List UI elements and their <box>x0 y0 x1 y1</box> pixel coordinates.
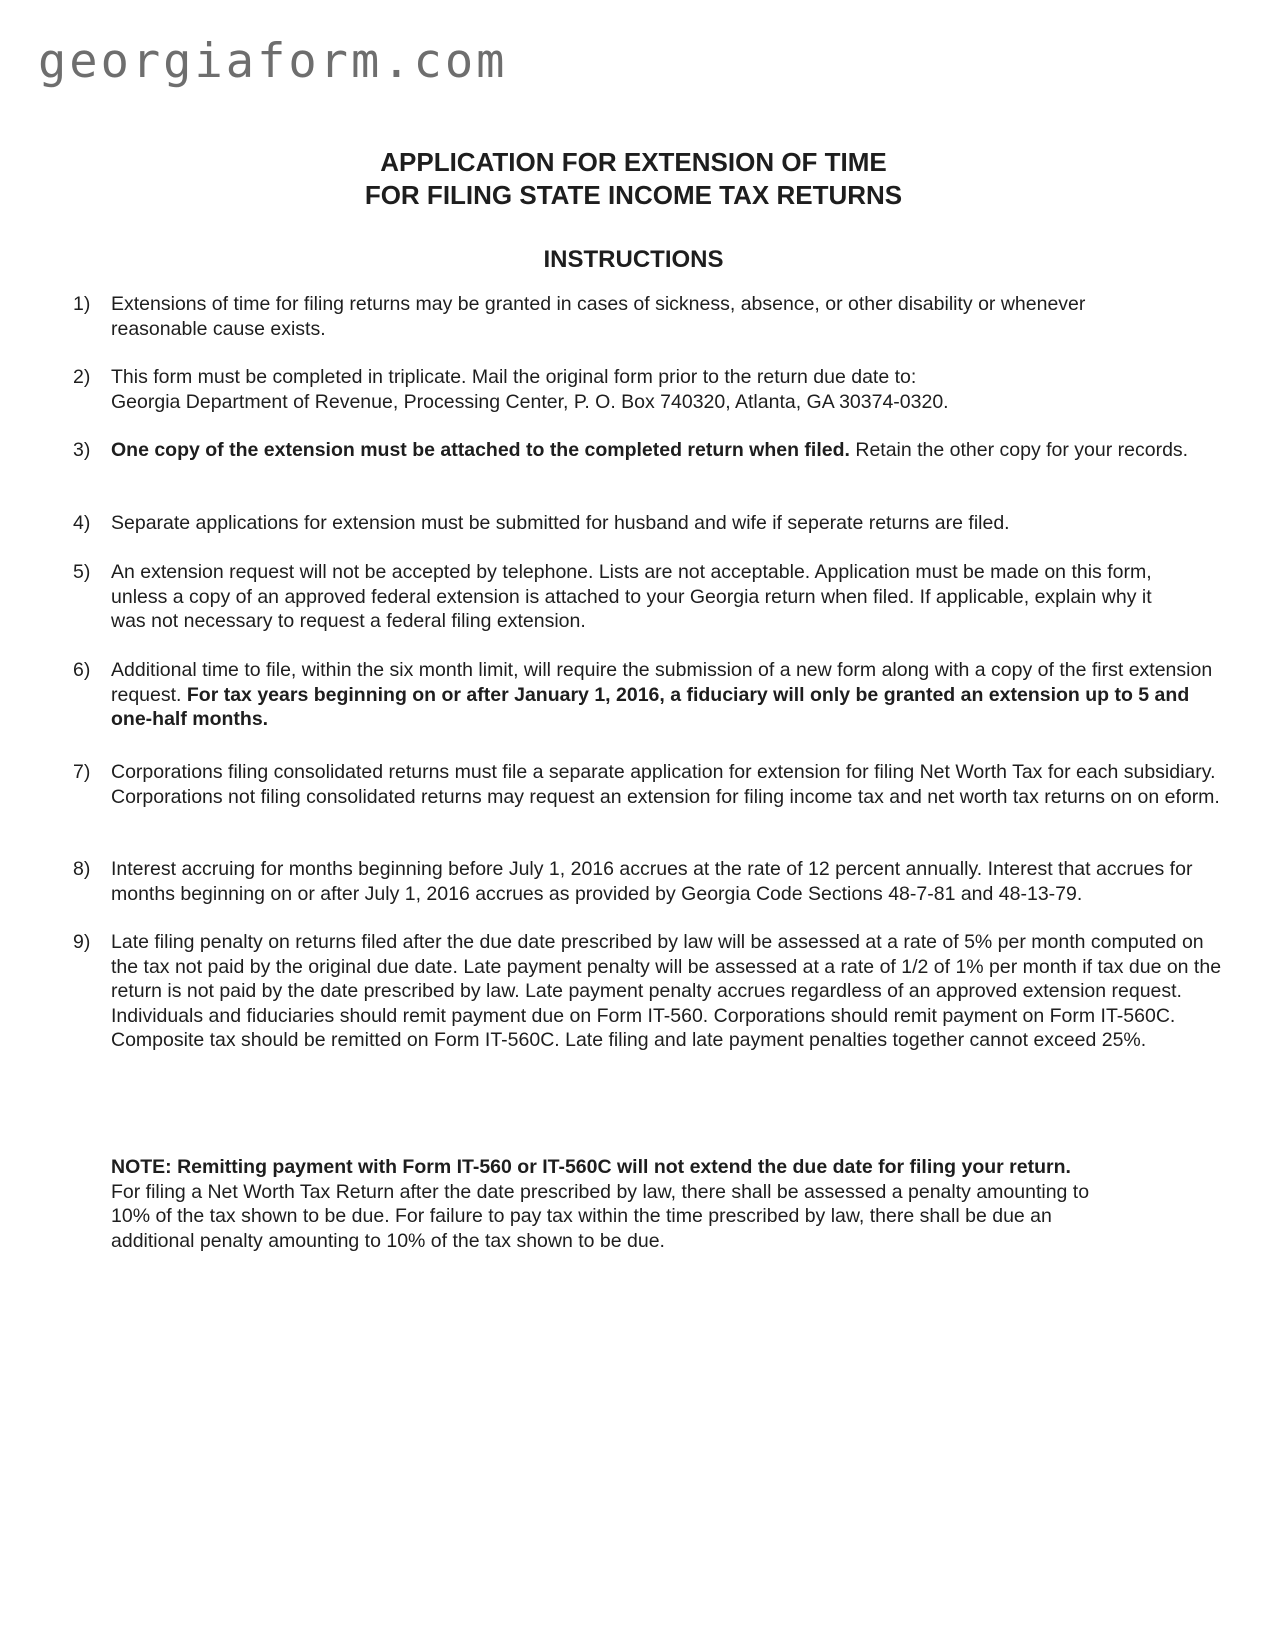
item-text-line-1: This form must be completed in triplicate. Mail the original form prior to the return due date to: <box>111 366 917 388</box>
instruction-item-9 <box>73 930 1233 1053</box>
item-number: 7) <box>73 761 91 783</box>
instruction-item-3 <box>73 438 1233 463</box>
item-text <box>111 365 1233 414</box>
item-text: Separate applications for extension must be submitted for husband and wife if seperate returns are filed. <box>111 512 1010 534</box>
title-line-1: APPLICATION FOR EXTENSION OF TIME <box>380 147 887 177</box>
note-text: For filing a Net Worth Tax Return after the date prescribed by law, there shall be assessed a penalty amounting to 10% of the tax shown to be due. For failure to pay tax within the time prescribed by law, there shall be due an additional penalty amounting to 10% of the tax shown to be due. <box>111 1180 1090 1252</box>
item-number: 8) <box>73 858 91 880</box>
instruction-item-8 <box>73 857 1233 906</box>
item-text: Late filing penalty on returns filed after the due date prescribed by law will be assessed at a rate of 5% per month computed on the tax not paid by the original due date. Late payment penalty will be assessed at a rate of 1/2 of 1% per month if tax due on the return is not paid by the date prescribed by law. Late payment penalty accrues regardless of an approved extension request. Individuals and fiduciaries should remit payment due on Form IT-560. Corporations should remit payment on Form IT-560C. Composite tax should be remitted on Form IT-560C. Late filing and late payment penalties together cannot exceed 25%. <box>111 931 1222 1051</box>
item-number: 3) <box>73 439 91 461</box>
note-bold-text: NOTE: Remitting payment with Form IT-560 or IT-560C will not extend the due date for filing your return. <box>111 1156 1071 1178</box>
item-text: An extension request will not be accepted by telephone. Lists are not acceptable. Application must be made on this form, unless a copy of an approved federal extension is attached to your Georgia return when filed. If applicable, explain why it was not necessary to request a federal filing extension. <box>111 561 1152 632</box>
item-text <box>111 438 1231 463</box>
item-bold-text: One copy of the extension must be attached to the completed return when filed. <box>111 439 850 461</box>
item-number: 1) <box>73 293 91 315</box>
item-number: 6) <box>73 659 91 681</box>
note-section <box>111 1155 1231 1253</box>
section-heading: INSTRUCTIONS <box>543 246 724 273</box>
instruction-item-1 <box>73 292 1233 341</box>
item-text: Extensions of time for filing returns may be granted in cases of sickness, absence, or other disability or whenever reasonable cause exists. <box>111 293 1086 340</box>
item-regular-text: Additional time to file, within the six month limit, will require the submission of a new form along with a copy of the first extension request. <box>111 659 1213 706</box>
page-title <box>0 146 1267 212</box>
item-text: Interest accruing for months beginning before July 1, 2016 accrues at the rate of 12 percent annually. Interest that accrues for months beginning on or after July 1, 2016 accrues as provided by Georgia Code Sections 48-7-81 and 48-13-79. <box>111 858 1193 905</box>
item-number: 9) <box>73 931 91 953</box>
item-regular-text: Retain the other copy for your records. <box>849 439 1189 461</box>
instruction-item-5 <box>73 560 1233 634</box>
instruction-item-7 <box>73 760 1233 809</box>
item-text <box>111 658 1231 732</box>
item-number: 4) <box>73 512 91 534</box>
item-number: 2) <box>73 366 91 388</box>
title-line-2: FOR FILING STATE INCOME TAX RETURNS <box>364 180 903 210</box>
instruction-item-2 <box>73 365 1233 414</box>
item-text-line-2: Georgia Department of Revenue, Processing Center, P. O. Box 740320, Atlanta, GA 30374-0320. <box>111 390 949 413</box>
instruction-item-6 <box>73 658 1233 732</box>
item-bold-text: For tax years beginning on or after January 1, 2016, a fiduciary will only be granted an extension up to 5 and one-half months. <box>111 683 1190 730</box>
instruction-item-4 <box>73 511 1233 536</box>
item-text: Corporations filing consolidated returns must file a separate application for extension for filing Net Worth Tax for each subsidiary. Corporations not filing consolidated returns may request an extension for filing income tax and net worth tax returns on on eform. <box>111 761 1220 808</box>
item-number: 5) <box>73 561 91 583</box>
watermark: georgiaform.com <box>38 34 508 89</box>
